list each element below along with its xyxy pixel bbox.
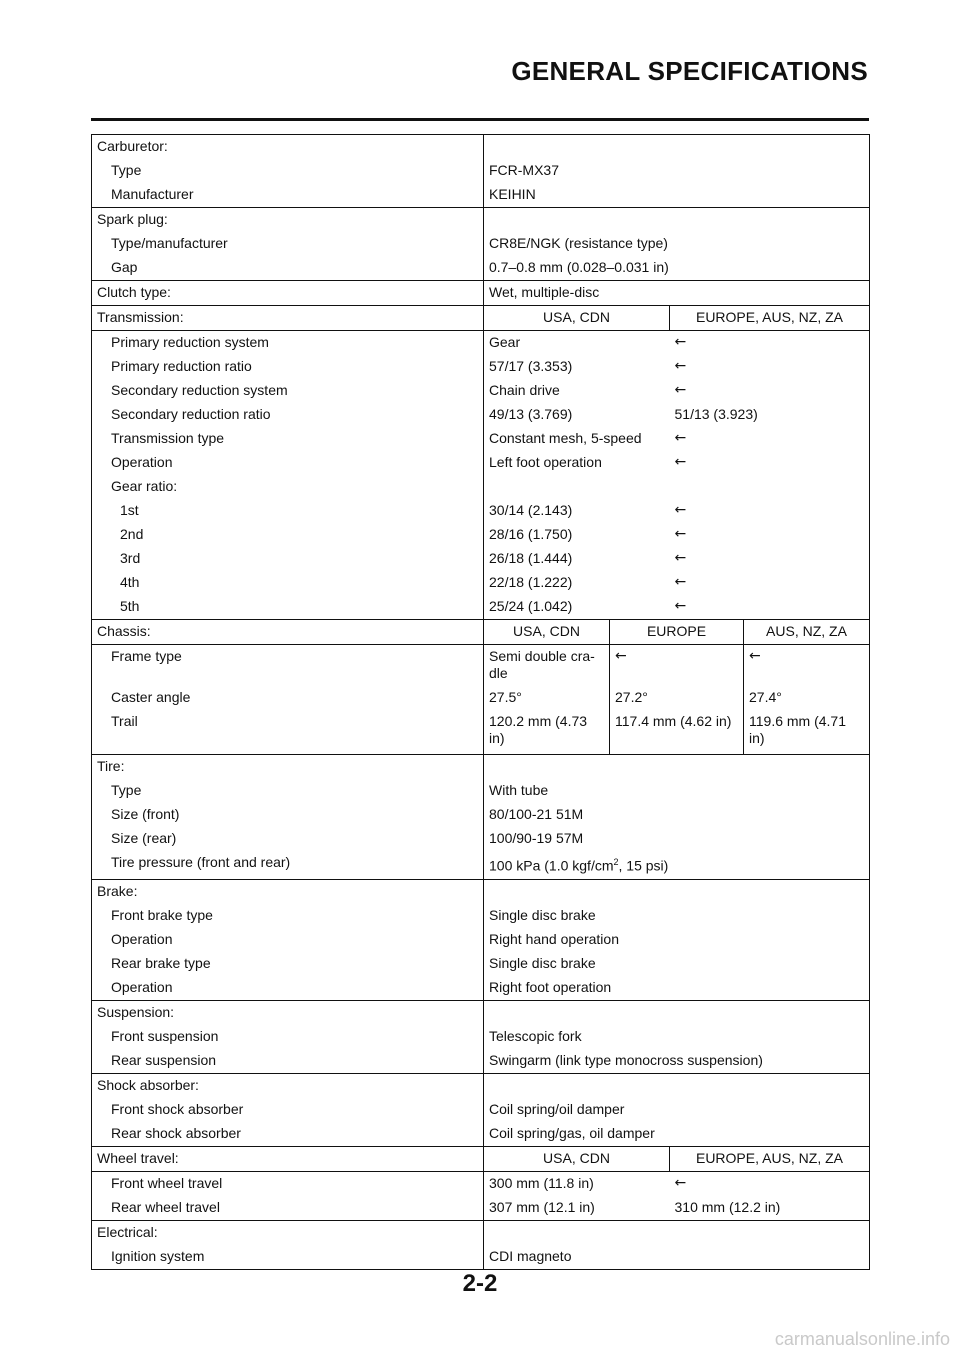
- spec-label: Transmission:: [92, 306, 484, 331]
- spec-value: 119.6 mm (4.71 in): [749, 713, 847, 746]
- table-row: [92, 1220, 870, 1245]
- column-header: USA, CDN: [484, 1146, 670, 1171]
- spec-label: Spark plug:: [92, 208, 484, 233]
- table-row: [92, 208, 870, 233]
- watermark: carmanualsonline.info: [774, 1329, 950, 1349]
- table-row: [92, 281, 870, 306]
- spec-value: 22/18 (1.222): [489, 574, 573, 590]
- table-row: [92, 620, 870, 645]
- spec-label: Clutch type:: [92, 281, 484, 306]
- spec-value: CDI magneto: [489, 1247, 572, 1264]
- table-row: [92, 803, 870, 827]
- spec-label: Chassis:: [92, 620, 484, 645]
- spec-label: Wheel travel:: [92, 1146, 484, 1171]
- spec-label: Front shock absorber: [92, 1098, 484, 1122]
- same-as-arrow-icon: ←: [674, 574, 687, 590]
- same-as-arrow-icon: ←: [674, 430, 687, 446]
- spec-label: Shock absorber:: [92, 1073, 484, 1098]
- spec-label: Rear wheel travel: [92, 1196, 484, 1221]
- table-row: [92, 232, 870, 256]
- same-as-arrow-icon: ←: [674, 382, 687, 398]
- table-row: [92, 879, 870, 904]
- same-as-arrow-icon: ←: [674, 358, 687, 374]
- spec-label: Primary reduction ratio: [92, 355, 484, 379]
- table-row: [92, 645, 870, 687]
- table-row: [92, 427, 870, 451]
- spec-value: Constant mesh, 5-speed: [489, 430, 642, 446]
- column-header: EUROPE, AUS, NZ, ZA: [670, 306, 870, 331]
- spec-label: Secondary reduction ratio: [92, 403, 484, 427]
- table-row: [92, 1146, 870, 1171]
- table-row: [92, 523, 870, 547]
- spec-value: Telescopic fork: [489, 1027, 582, 1044]
- spec-label: Suspension:: [92, 1000, 484, 1025]
- same-as-arrow-icon: ←: [670, 1171, 870, 1196]
- table-row: [92, 1122, 870, 1147]
- table-row: [92, 595, 870, 620]
- spec-label: Frame type: [92, 645, 484, 687]
- spec-label: 5th: [92, 595, 484, 620]
- column-header: USA, CDN: [484, 620, 610, 645]
- table-row: [92, 1171, 870, 1196]
- same-as-arrow-icon: ←: [674, 550, 687, 566]
- spec-label: Operation: [92, 976, 484, 1001]
- table-row: [92, 256, 870, 281]
- table-row: [92, 159, 870, 183]
- spec-value: KEIHIN: [489, 186, 536, 202]
- spec-value: Swingarm (link type monocross suspension): [489, 1051, 763, 1068]
- spec-label: Size (rear): [92, 827, 484, 851]
- table-row: [92, 135, 870, 160]
- spec-value: 100/90-19 57M: [489, 830, 584, 846]
- spec-value: 49/13 (3.769): [489, 406, 573, 422]
- table-row: [92, 475, 870, 499]
- spec-label: Size (front): [92, 803, 484, 827]
- spec-value: CR8E/NGK (resistance type): [489, 235, 668, 251]
- table-row: [92, 183, 870, 208]
- spec-value: 0.7–0.8 mm (0.028–0.031 in): [489, 259, 669, 275]
- spec-label: Front brake type: [92, 904, 484, 928]
- spec-label: Rear shock absorber: [92, 1122, 484, 1147]
- spec-label: Manufacturer: [92, 183, 484, 208]
- spec-label: 3rd: [92, 547, 484, 571]
- table-row: [92, 1025, 870, 1049]
- spec-value: 120.2 mm (4.73 in): [484, 710, 610, 755]
- spec-label: Secondary reduction system: [92, 379, 484, 403]
- spec-value: 25/24 (1.042): [489, 598, 573, 614]
- table-row: [92, 686, 870, 710]
- spec-value: Left foot operation: [489, 454, 602, 470]
- spec-label: Tire:: [92, 755, 484, 780]
- spec-value: 300 mm (11.8 in): [484, 1171, 670, 1196]
- same-as-arrow-icon: ←: [674, 526, 687, 542]
- spec-label: Operation: [92, 928, 484, 952]
- spec-value: 27.5°: [484, 686, 610, 710]
- same-as-arrow-icon: ←: [610, 645, 744, 687]
- same-as-arrow-icon: ←: [674, 454, 687, 470]
- table-row: [92, 379, 870, 403]
- spec-value: 310 mm (12.2 in): [674, 1198, 781, 1215]
- spec-label: Rear suspension: [92, 1049, 484, 1074]
- spec-label: Type: [92, 779, 484, 803]
- table-row: [92, 755, 870, 780]
- same-as-arrow-icon: ←: [670, 331, 870, 356]
- spec-label: Front suspension: [92, 1025, 484, 1049]
- spec-value: Semi double cra-dle: [484, 645, 610, 687]
- spec-label: 2nd: [92, 523, 484, 547]
- table-row: [92, 1245, 870, 1270]
- spec-label: Brake:: [92, 879, 484, 904]
- column-header: USA, CDN: [484, 306, 670, 331]
- spec-table: [91, 134, 870, 1270]
- title-rule: [91, 118, 869, 121]
- spec-value: Coil spring/oil damper: [489, 1100, 625, 1117]
- spec-value: Coil spring/gas, oil damper: [489, 1124, 655, 1141]
- table-row: [92, 355, 870, 379]
- table-row: [92, 1073, 870, 1098]
- spec-label: 1st: [92, 499, 484, 523]
- spec-value: 26/18 (1.444): [489, 550, 573, 566]
- spec-label: Type: [92, 159, 484, 183]
- spec-label: Front wheel travel: [92, 1171, 484, 1196]
- page-number: 2-2: [462, 1270, 498, 1297]
- table-row: [92, 851, 870, 879]
- spec-value: Chain drive: [489, 382, 560, 398]
- spec-label: Trail: [92, 710, 484, 755]
- spec-label: Operation: [92, 451, 484, 475]
- column-header: EUROPE, AUS, NZ, ZA: [670, 1146, 870, 1171]
- spec-value: 117.4 mm (4.62 in): [610, 710, 744, 755]
- table-row: [92, 952, 870, 976]
- same-as-arrow-icon: ←: [674, 502, 687, 518]
- spec-value: 307 mm (12.1 in): [489, 1198, 595, 1215]
- spec-label: Rear brake type: [92, 952, 484, 976]
- spec-value: Wet, multiple-disc: [484, 281, 870, 306]
- spec-label: Tire pressure (front and rear): [92, 851, 484, 879]
- spec-label: 4th: [92, 571, 484, 595]
- spec-label: Carburetor:: [92, 135, 484, 160]
- table-row: [92, 1098, 870, 1122]
- spec-value: With tube: [489, 782, 549, 798]
- table-row: [92, 976, 870, 1001]
- table-row: [92, 331, 870, 356]
- table-row: [92, 928, 870, 952]
- spec-value: 57/17 (3.353): [489, 358, 573, 374]
- spec-label: Transmission type: [92, 427, 484, 451]
- table-row: [92, 1000, 870, 1025]
- spec-value: Right foot operation: [489, 978, 612, 995]
- spec-value: 51/13 (3.923): [674, 406, 758, 422]
- table-row: [92, 1049, 870, 1074]
- spec-value: Single disc brake: [489, 954, 596, 971]
- spec-label: Gap: [92, 256, 484, 281]
- spec-value: 80/100-21 51M: [489, 806, 584, 822]
- table-row: [92, 827, 870, 851]
- table-row: [92, 306, 870, 331]
- spec-value: 27.2°: [610, 686, 744, 710]
- spec-label: Gear ratio:: [92, 475, 484, 499]
- spec-label: Electrical:: [92, 1220, 484, 1245]
- table-row: [92, 499, 870, 523]
- spec-label: Ignition system: [92, 1245, 484, 1270]
- spec-value: Right hand operation: [489, 930, 619, 947]
- column-header: AUS, NZ, ZA: [744, 620, 870, 645]
- spec-value: FCR-MX37: [489, 162, 560, 178]
- table-row: [92, 451, 870, 475]
- table-row: [92, 710, 870, 755]
- spec-value: 27.4°: [749, 689, 782, 705]
- table-row: [92, 1196, 870, 1221]
- table-row: [92, 547, 870, 571]
- spec-label: Type/manufacturer: [92, 232, 484, 256]
- spec-value: 100 kPa (1.0 kgf/$cm^2$, 15 psi): [489, 857, 669, 874]
- same-as-arrow-icon: ←: [674, 598, 687, 614]
- page-title: GENERAL SPECIFICATIONS: [511, 56, 868, 86]
- spec-label: Caster angle: [92, 686, 484, 710]
- table-row: [92, 779, 870, 803]
- spec-value: Gear: [484, 331, 670, 356]
- table-row: [92, 571, 870, 595]
- table-row: [92, 904, 870, 928]
- table-row: [92, 403, 870, 427]
- spec-value: Single disc brake: [489, 906, 596, 923]
- same-as-arrow-icon: ←: [744, 645, 870, 687]
- column-header: EUROPE: [610, 620, 744, 645]
- spec-value: 30/14 (2.143): [489, 502, 573, 518]
- spec-label: Primary reduction system: [92, 331, 484, 356]
- spec-value: 28/16 (1.750): [489, 526, 573, 542]
